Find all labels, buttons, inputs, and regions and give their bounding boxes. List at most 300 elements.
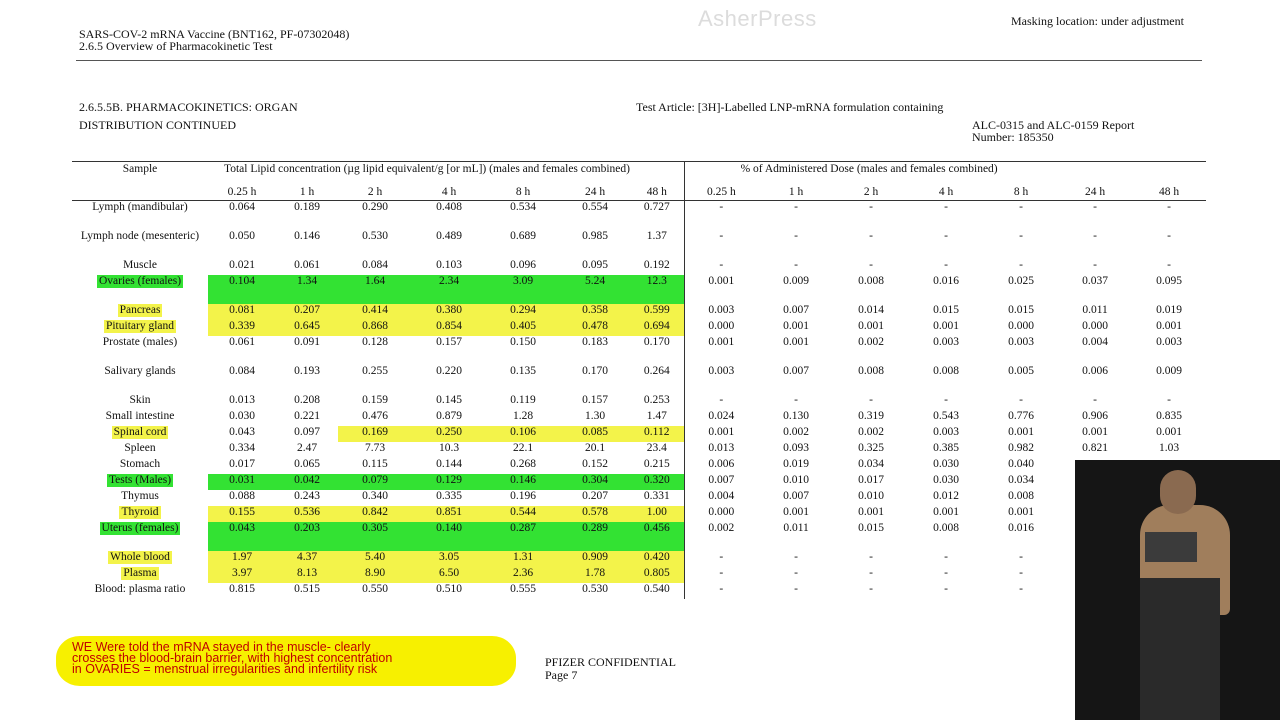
lipid-value-cell: 0.304	[560, 474, 630, 490]
sample-name-cell	[72, 426, 208, 442]
lipid-value-cell: 0.320	[630, 474, 684, 490]
sample-name-cell	[72, 259, 208, 275]
report-line2: Number: 185350	[972, 130, 1054, 144]
lipid-time-header: 48 h	[630, 176, 684, 201]
lipid-value-cell: 0.250	[412, 426, 486, 442]
lipid-value-cell: 0.985	[582, 230, 608, 242]
dose-value-cell: 0.093	[783, 442, 809, 454]
sample-name-cell	[72, 567, 208, 583]
lipid-time-header: 1 h	[299, 185, 315, 198]
dose-value-cell: 0.015	[933, 304, 959, 316]
sample-name-cell	[72, 474, 208, 490]
dose-value-cell: 0.906	[1082, 410, 1108, 422]
lipid-value-cell: 1.78	[560, 567, 630, 583]
dose-value-cell: 0.001	[933, 506, 959, 518]
dose-value-cell: -	[1019, 394, 1023, 406]
lipid-value-cell: 0.414	[338, 304, 412, 320]
dose-value-cell: 0.003	[1008, 336, 1034, 348]
lipid-value-cell: 0.085	[560, 426, 630, 442]
dose-value-cell: 0.001	[1008, 506, 1034, 518]
dose-value-cell: 0.025	[1008, 275, 1034, 287]
dose-value-cell: 0.007	[708, 474, 735, 486]
lipid-value-cell: 0.290	[362, 201, 388, 213]
lipid-time-header: 4 h	[441, 185, 457, 198]
lipid-value-cell: 8.90	[338, 567, 412, 583]
dose-value-cell: -	[1019, 230, 1023, 242]
table-row	[72, 442, 1206, 458]
lipid-value-cell: 0.408	[436, 201, 462, 213]
dose-value-cell: 0.015	[858, 522, 884, 534]
annotation-line2: crosses the blood-brain barrier, with highest concentration	[72, 651, 393, 665]
lipid-value-cell: 0.043	[208, 522, 276, 551]
dose-value-cell: 0.004	[1082, 336, 1108, 348]
lipid-value-cell: 0.339	[208, 320, 276, 336]
sample-name-cell	[72, 336, 208, 365]
lipid-value-cell: 22.1	[512, 442, 534, 454]
podium-image	[1140, 578, 1220, 720]
dose-value-cell: 0.319	[858, 410, 884, 422]
table-row	[72, 304, 1206, 320]
sample-name-cell	[72, 490, 208, 506]
lipid-value-cell: 0.868	[338, 320, 412, 336]
sample-name-cell	[72, 201, 208, 231]
dose-time-header: 0.25 h	[706, 185, 736, 198]
dose-value-cell: -	[944, 259, 948, 271]
lipid-time-header: 24 h	[584, 185, 606, 198]
lipid-value-cell: 0.169	[338, 426, 412, 442]
table-row	[72, 336, 1206, 365]
dose-time-header: 48 h	[1159, 185, 1180, 198]
lipid-value-cell: 0.152	[582, 458, 608, 470]
dose-value-cell: -	[719, 583, 724, 595]
lipid-value-cell: 23.4	[630, 442, 684, 458]
dose-value-cell: 0.001	[783, 506, 809, 518]
lipid-value-cell: 1.97	[208, 551, 276, 567]
lipid-value-cell: 0.192	[630, 259, 684, 275]
lipid-value-cell: 0.021	[229, 259, 255, 271]
dose-value-cell: 0.001	[1156, 426, 1182, 438]
lipid-value-cell: 0.091	[294, 336, 320, 348]
dose-value-cell: -	[869, 201, 873, 213]
dose-value-cell: -	[1167, 394, 1171, 406]
dose-time-header: 2 h	[863, 185, 879, 198]
sample-name-cell	[72, 506, 208, 522]
lipid-value-cell: 0.146	[294, 230, 320, 242]
lipid-value-cell: 1.00	[630, 506, 684, 522]
dose-value-cell: 0.008	[858, 365, 884, 377]
presenter-head	[1160, 470, 1196, 514]
sample-name: Lymph node (mesenteric)	[80, 230, 200, 242]
lipid-value-cell: 0.043	[229, 426, 255, 438]
lipid-value-cell: 0.157	[436, 336, 462, 348]
table-row	[72, 394, 1206, 410]
dose-value-cell: -	[869, 583, 873, 595]
dose-value-cell: -	[1167, 230, 1171, 242]
lipid-value-cell: 0.530	[362, 230, 388, 242]
dose-value-cell: 0.016	[1008, 522, 1034, 534]
dose-value-cell: -	[794, 201, 798, 213]
lipid-value-cell: 0.554	[582, 201, 608, 213]
lipid-value-cell: 0.727	[630, 201, 684, 231]
lipid-value-cell: 1.37	[630, 230, 684, 259]
sample-name: Spleen	[124, 442, 156, 454]
dose-value-cell: 0.325	[858, 442, 884, 454]
lipid-value-cell: 0.599	[630, 304, 684, 320]
sample-name: Stomach	[119, 458, 161, 470]
dose-header: % of Administered Dose (males and females combined)	[740, 163, 998, 175]
dose-value-cell: 0.002	[858, 336, 884, 348]
dose-value-cell: 0.000	[708, 320, 735, 332]
lipid-value-cell: 0.815	[229, 583, 255, 595]
table-row	[72, 458, 1206, 474]
dose-value-cell: 0.776	[1008, 410, 1034, 422]
table-row	[72, 567, 1206, 583]
sample-name-cell	[72, 304, 208, 320]
lipid-value-cell: 3.97	[208, 567, 276, 583]
dose-value-cell: 0.002	[858, 426, 884, 438]
lipid-value-cell: 0.515	[294, 583, 320, 595]
lipid-value-cell: 0.221	[294, 410, 320, 422]
lipid-value-cell: 0.106	[486, 426, 560, 442]
dose-value-cell: -	[1019, 259, 1023, 271]
dose-value-cell: 0.015	[1008, 304, 1034, 316]
dose-value-cell: -	[794, 567, 798, 579]
lipid-value-cell: 0.144	[436, 458, 462, 470]
lipid-value-cell: 1.47	[630, 410, 684, 426]
dose-value-cell: 0.005	[1008, 365, 1034, 377]
lipid-value-cell: 1.64	[338, 275, 412, 304]
lipid-value-cell: 0.215	[630, 458, 684, 474]
dose-value-cell: 0.007	[783, 490, 809, 502]
lipid-value-cell: 0.255	[362, 365, 388, 377]
lipid-value-cell: 0.489	[436, 230, 462, 242]
dose-value-cell: 0.095	[1156, 275, 1182, 287]
lipid-value-cell: 0.220	[436, 365, 462, 377]
lipid-value-cell: 0.196	[510, 490, 536, 502]
lipid-value-cell: 8.13	[276, 567, 338, 583]
dose-value-cell: -	[719, 259, 724, 271]
dose-value-cell: 0.012	[933, 490, 959, 502]
lipid-value-cell: 0.170	[582, 365, 608, 377]
sample-name-cell	[72, 320, 208, 336]
lipid-value-cell: 0.119	[510, 394, 536, 406]
dose-time-header: 24 h	[1085, 185, 1106, 198]
sample-name: Lymph (mandibular)	[92, 201, 188, 213]
dose-value-cell: 0.003	[1156, 336, 1182, 348]
lipid-value-cell: 0.170	[630, 336, 684, 365]
lipid-value-cell: 0.540	[630, 583, 684, 599]
sample-name: Whole blood	[110, 551, 170, 563]
sample-name: Small intestine	[105, 410, 175, 422]
lipid-value-cell: 0.510	[436, 583, 462, 595]
dose-value-cell: -	[719, 567, 724, 579]
sample-name: Plasma	[123, 567, 157, 579]
lipid-value-cell: 0.243	[294, 490, 320, 502]
dose-value-cell: 0.002	[708, 522, 735, 534]
sample-name-cell	[72, 442, 208, 458]
lipid-value-cell: 0.331	[630, 490, 684, 506]
section-title	[79, 98, 298, 134]
doc-header-subtitle: 2.6.5 Overview of Pharmacokinetic Test	[79, 39, 273, 53]
dose-value-cell: 0.001	[783, 336, 809, 348]
lipid-value-cell: 1.30	[584, 410, 606, 422]
dose-value-cell: 0.000	[1082, 320, 1108, 332]
dose-value-cell: 0.009	[783, 275, 809, 287]
dose-value-cell: 0.011	[1082, 304, 1108, 316]
watermark: AsherPress	[698, 6, 817, 31]
report-line1: ALC-0315 and ALC-0159 Report	[972, 118, 1135, 132]
sample-name-cell	[72, 275, 208, 304]
sample-name: Ovaries (females)	[98, 275, 182, 287]
lipid-value-cell: 0.420	[630, 551, 684, 567]
lipid-value-cell: 0.456	[630, 522, 684, 551]
dose-time-header: 8 h	[1013, 185, 1029, 198]
sample-name: Blood: plasma ratio	[94, 583, 186, 595]
sample-name: Skin	[129, 394, 151, 406]
lipid-value-cell: 0.689	[510, 230, 536, 242]
lipid-value-cell: 0.335	[436, 490, 462, 502]
dose-value-cell: 0.030	[933, 458, 959, 470]
sample-name: Thymus	[121, 490, 159, 502]
lipid-value-cell: 0.115	[362, 458, 388, 470]
dose-value-cell: 0.001	[708, 275, 735, 287]
lipid-value-cell: 3.09	[486, 275, 560, 304]
lipid-value-cell: 0.264	[630, 365, 684, 394]
lipid-value-cell: 0.287	[486, 522, 560, 551]
lipid-value-cell: 0.128	[362, 336, 388, 348]
lipid-value-cell: 0.140	[412, 522, 486, 551]
sample-name-cell	[72, 410, 208, 426]
dose-value-cell: 0.006	[708, 458, 735, 470]
dose-value-cell: -	[794, 230, 798, 242]
dose-value-cell: 0.001	[1156, 320, 1182, 332]
lipid-value-cell: 0.135	[510, 365, 536, 377]
dose-value-cell: -	[869, 551, 873, 563]
dose-value-cell: -	[944, 230, 948, 242]
dose-value-cell: -	[869, 230, 873, 242]
dose-value-cell: 0.019	[1156, 304, 1182, 316]
dose-value-cell: 0.034	[858, 458, 884, 470]
lipid-value-cell: 2.36	[486, 567, 560, 583]
dose-value-cell: -	[794, 583, 798, 595]
dose-value-cell: -	[794, 259, 798, 271]
pk-table	[72, 162, 1206, 599]
confidential-label: PFIZER CONFIDENTIAL	[545, 655, 676, 669]
lipid-value-cell: 6.50	[412, 567, 486, 583]
dose-value-cell: -	[794, 394, 798, 406]
lipid-value-cell: 0.061	[294, 259, 320, 271]
sample-name: Uterus (females)	[101, 522, 179, 534]
dose-value-cell: -	[869, 394, 873, 406]
dose-value-cell: 0.000	[708, 506, 735, 518]
table-row	[72, 365, 1206, 394]
lipid-value-cell: 0.405	[486, 320, 560, 336]
lipid-value-cell: 0.084	[362, 259, 388, 271]
dose-value-cell: -	[944, 567, 948, 579]
dose-value-cell: 0.003	[708, 365, 735, 377]
dose-value-cell: 0.001	[1082, 426, 1108, 438]
dose-value-cell: 0.385	[933, 442, 959, 454]
table-row	[72, 490, 1206, 506]
lipid-value-cell: 0.030	[229, 410, 255, 422]
table-row	[72, 275, 1206, 304]
laptop-image	[1145, 532, 1197, 562]
dose-value-cell: 0.008	[1008, 490, 1034, 502]
lipid-value-cell: 0.146	[486, 474, 560, 490]
annotation-line3: in OVARIES = menstrual irregularities and infertility risk	[72, 662, 378, 676]
lipid-value-cell: 0.207	[276, 304, 338, 320]
sample-name: Pituitary gland	[105, 320, 175, 332]
lipid-value-cell: 0.268	[510, 458, 536, 470]
lipid-value-cell: 0.909	[560, 551, 630, 567]
dose-value-cell: 0.030	[933, 474, 959, 486]
lipid-value-cell: 0.340	[362, 490, 388, 502]
dose-value-cell: -	[1093, 394, 1097, 406]
sample-name: Prostate (males)	[102, 336, 178, 348]
lipid-value-cell: 0.013	[229, 394, 255, 406]
lipid-value-cell: 7.73	[364, 442, 386, 454]
dose-value-cell: 0.821	[1082, 442, 1108, 454]
lipid-time-header: 0.25 h	[227, 185, 257, 198]
lipid-value-cell: 0.088	[229, 490, 255, 502]
dose-value-cell: 0.008	[933, 522, 959, 534]
lipid-value-cell: 12.3	[630, 275, 684, 304]
sample-name: Thyroid	[121, 506, 159, 518]
lipid-value-cell: 4.37	[276, 551, 338, 567]
dose-value-cell: -	[944, 201, 948, 213]
dose-value-cell: 0.003	[933, 336, 959, 348]
lipid-value-cell: 0.104	[208, 275, 276, 304]
masking-location: Masking location: under adjustment	[1011, 14, 1184, 28]
lipid-value-cell: 0.183	[582, 336, 608, 348]
section-title-line1: 2.6.5.5B. PHARMACOKINETICS: ORGAN	[79, 100, 298, 114]
footer	[545, 656, 676, 682]
lipid-value-cell: 0.550	[362, 583, 388, 595]
lipid-value-cell: 5.40	[338, 551, 412, 567]
sample-name: Muscle	[123, 259, 157, 271]
dose-value-cell: 0.011	[783, 522, 809, 534]
header-rule	[76, 60, 1202, 61]
table-row	[72, 410, 1206, 426]
lipid-value-cell: 0.555	[510, 583, 536, 595]
lipid-value-cell: 1.31	[486, 551, 560, 567]
lipid-value-cell: 0.334	[229, 442, 255, 454]
dose-value-cell: -	[1093, 201, 1097, 213]
dose-value-cell: 0.014	[858, 304, 884, 316]
dose-value-cell: 0.007	[783, 365, 809, 377]
dose-value-cell: -	[719, 230, 724, 242]
dose-time-header: 4 h	[938, 185, 954, 198]
lipid-value-cell: 1.28	[512, 410, 534, 422]
dose-value-cell: 0.017	[858, 474, 884, 486]
sample-name: Salivary glands	[104, 365, 176, 377]
lipid-value-cell: 0.097	[294, 426, 320, 438]
annotation-note	[72, 642, 392, 675]
dose-value-cell: 0.007	[783, 304, 809, 316]
lipid-value-cell: 0.031	[208, 474, 276, 490]
dose-value-cell: 0.001	[858, 506, 884, 518]
dose-value-cell: -	[719, 551, 724, 563]
lipid-value-cell: 0.694	[630, 320, 684, 336]
dose-value-cell: 0.040	[1008, 458, 1034, 470]
lipid-value-cell: 0.050	[229, 230, 255, 242]
lipid-value-cell: 0.157	[582, 394, 608, 406]
lipid-value-cell: 0.208	[294, 394, 320, 406]
dose-value-cell: 0.001	[1008, 426, 1034, 438]
lipid-value-cell: 0.084	[229, 365, 255, 377]
sample-name-cell	[72, 230, 208, 259]
lipid-value-cell: 0.305	[338, 522, 412, 551]
lipid-value-cell: 0.842	[338, 506, 412, 522]
lipid-value-cell: 0.851	[412, 506, 486, 522]
doc-header-title: SARS-COV-2 mRNA Vaccine (BNT162, PF-07302048)	[79, 27, 350, 41]
lipid-value-cell: 0.478	[560, 320, 630, 336]
dose-value-cell: 0.130	[783, 410, 809, 422]
dose-value-cell: 1.03	[1159, 442, 1180, 454]
dose-time-header: 1 h	[788, 185, 804, 198]
dose-value-cell: 0.001	[933, 320, 959, 332]
dose-value-cell: 0.001	[708, 426, 735, 438]
dose-value-cell: 0.006	[1082, 365, 1108, 377]
lipid-value-cell: 0.879	[436, 410, 462, 422]
dose-value-cell: 0.013	[708, 442, 735, 454]
dose-value-cell: -	[719, 394, 724, 406]
dose-value-cell: -	[1019, 583, 1023, 595]
table-row	[72, 522, 1206, 551]
lipid-value-cell: 1.34	[276, 275, 338, 304]
lipid-value-cell: 0.536	[276, 506, 338, 522]
lipid-time-header: 8 h	[515, 185, 531, 198]
sample-name-cell	[72, 583, 208, 599]
lipid-value-cell: 20.1	[584, 442, 606, 454]
lipid-value-cell: 0.534	[510, 201, 536, 213]
table-row	[72, 426, 1206, 442]
lipid-value-cell: 10.3	[438, 442, 460, 454]
dose-value-cell: -	[869, 259, 873, 271]
lipid-value-cell: 0.155	[208, 506, 276, 522]
dose-value-cell: 0.001	[858, 320, 884, 332]
dose-value-cell: -	[944, 583, 948, 595]
dose-value-cell: -	[719, 201, 724, 213]
lipid-value-cell: 0.042	[276, 474, 338, 490]
sample-header-spacer	[72, 176, 208, 201]
dose-value-cell: 0.000	[1008, 320, 1034, 332]
dose-value-cell: 0.835	[1156, 410, 1182, 422]
lipid-value-cell: 0.159	[362, 394, 388, 406]
lipid-value-cell: 0.530	[582, 583, 608, 595]
sample-name: Pancreas	[119, 304, 161, 316]
dose-value-cell: 0.001	[783, 320, 809, 332]
lipid-value-cell: 0.207	[582, 490, 608, 502]
dose-value-cell: -	[1167, 259, 1171, 271]
dose-value-cell: -	[794, 551, 798, 563]
lipid-value-cell: 0.805	[630, 567, 684, 583]
lipid-value-cell: 0.578	[560, 506, 630, 522]
dose-value-cell: 0.010	[858, 490, 884, 502]
dose-value-cell: -	[1019, 567, 1023, 579]
lipid-value-cell: 2.47	[296, 442, 318, 454]
dose-value-cell: -	[944, 551, 948, 563]
dose-value-cell: 0.003	[933, 426, 959, 438]
dose-value-cell: 0.004	[708, 490, 735, 502]
lipid-value-cell: 0.253	[630, 394, 684, 410]
table-row	[72, 583, 1206, 599]
dose-value-cell: -	[1093, 259, 1097, 271]
dose-value-cell: 0.034	[1008, 474, 1034, 486]
report-number	[972, 119, 1134, 143]
sample-name-cell	[72, 522, 208, 551]
dose-value-cell: 0.009	[1156, 365, 1182, 377]
